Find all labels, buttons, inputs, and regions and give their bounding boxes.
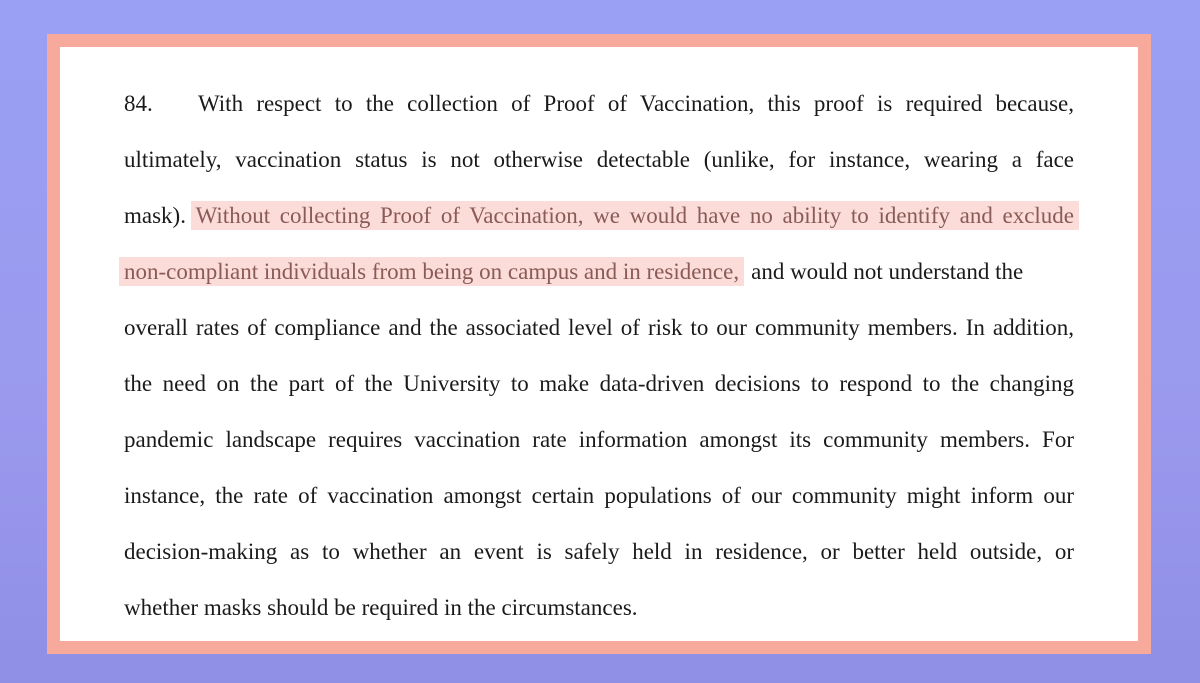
line-1-text: With respect to the collection of Proof of Vaccination, this proof is required because, (198, 91, 1074, 116)
highlighted-text-1: Without collecting Proof of Vaccination, we would have no ability to identify and exclude (191, 201, 1079, 230)
line-5: overall rates of compliance and the associated level of risk to our community members. In addition, (124, 315, 1074, 340)
line-10: whether masks should be required in the circumstances. (124, 595, 638, 620)
line-9: decision-making as to whether an event is safely held in residence, or better held outside, or (124, 539, 1074, 564)
line-3 (124, 196, 1074, 236)
highlighted-text-2: non-compliant individuals from being on campus and in residence, (119, 257, 744, 286)
line-7: pandemic landscape requires vaccination rate information amongst its community members. For (124, 427, 1074, 452)
line-4 (124, 252, 1074, 292)
line-8: instance, the rate of vaccination amongst certain populations of our community might inform our (124, 483, 1074, 508)
line-6: the need on the part of the University to make data-driven decisions to respond to the changing (124, 371, 1074, 396)
pink-frame (47, 34, 1151, 654)
paragraph-number: 84. (124, 91, 153, 116)
document-page (60, 47, 1138, 641)
line-2: ultimately, vaccination status is not otherwise detectable (unlike, for instance, wearing a face (124, 147, 1074, 172)
line-1 (124, 84, 1074, 124)
line-3-text-plain: mask). (124, 203, 186, 228)
line-4-text-plain: and would not understand the (751, 259, 1024, 284)
